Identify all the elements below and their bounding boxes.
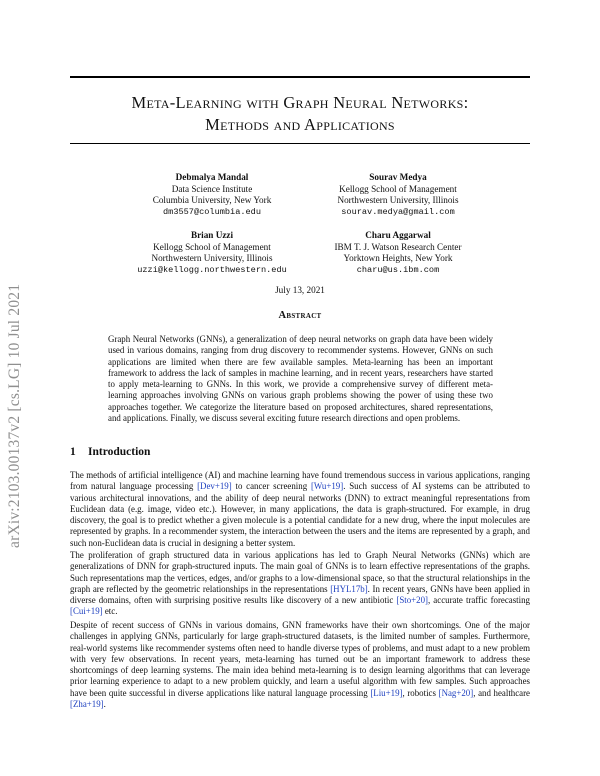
arxiv-identifier: arXiv:2103.00137v2 [cs.LG] 10 Jul 2021 bbox=[6, 283, 23, 548]
author-name: Charu Aggarwal bbox=[365, 230, 431, 240]
citation-link[interactable]: [Wu+19] bbox=[310, 481, 344, 492]
publication-date: July 13, 2021 bbox=[275, 285, 325, 295]
intro-paragraph-2 bbox=[70, 550, 530, 618]
citation-link[interactable]: [Cui+19] bbox=[70, 606, 103, 617]
abstract-text: Graph Neural Networks (GNNs), a generalization of deep neural networks on graph data have been widely used in various domains, ranging from drug discovery to recommender systems. However, GNNs on such applications are limited when there are few available samples. Meta-learning has been an important framework to address the lack of samples in machine learning, and in recent years, researchers have started to apply meta-learning to GNNs. In this work, we provide a comprehensive survey of different meta-learning approaches involving GNNs on various graph problems showing the power of using these two approaches together. We categorize the literature based on proposed architectures, shared representations, and applications. Finally, we discuss several exciting future research directions and open problems. bbox=[108, 334, 493, 424]
intro-paragraph-1 bbox=[70, 470, 530, 549]
author-affiliation: Data Science Institute bbox=[171, 183, 253, 194]
citation-link[interactable]: [HYL17b] bbox=[330, 583, 368, 594]
paragraph-text: . Such success of AI systems can be attributed to various architectural innovations, and the ability of deep neural networks (DNN) to extract meaningful representations from Euclidean data (e.g. image, video etc.). However, in many applications, the data is graph-structured. For example, in drug discovery, the goal is to predict whether a given molecule is a potential candidate for a new drug, where the input molecules are represented by graphs. In a recommender system, the interaction between the users and the items are represented by a graph, and such non-Euclidean data is crucial in designing a better system. bbox=[70, 481, 530, 548]
author-affiliation: IBM T. J. Watson Research Center bbox=[334, 241, 462, 252]
author-affiliation: Northwestern University, Illinois bbox=[151, 253, 273, 263]
paragraph-text: The methods of artificial intelligence (AI) and machine learning have found tremendous success in various applications, ranging from natural language processing bbox=[70, 470, 530, 492]
paragraph-text: to cancer screening bbox=[231, 481, 311, 492]
citation-link[interactable]: [Dev+19] bbox=[197, 481, 232, 492]
author-affiliation: Columbia University, New York bbox=[152, 195, 272, 205]
author-block-aggarwal bbox=[298, 230, 498, 276]
section-title: Introduction bbox=[88, 446, 151, 458]
title-rule-bottom bbox=[70, 143, 530, 144]
author-affiliation: Yorktown Heights, New York bbox=[343, 253, 453, 263]
citation-link[interactable]: [Sto+20] bbox=[396, 595, 428, 606]
author-block-medya bbox=[298, 172, 498, 218]
author-name: Debmalya Mandal bbox=[175, 172, 249, 182]
citation-link[interactable]: [Nag+20] bbox=[438, 687, 474, 698]
author-affiliation: Kellogg School of Management bbox=[153, 241, 271, 252]
author-name: Brian Uzzi bbox=[190, 230, 234, 240]
citation-link[interactable]: [Zha+19] bbox=[70, 699, 104, 710]
paragraph-text: Despite of recent success of GNNs in various domains, GNN frameworks have their own shortcomings. One of the major challenges in applying GNNs, particularly for large graph-structured datasets, is the limited number of samples. Furthermore, real-world systems like recommender systems often need to handle diverse types of problems, and must adapt to a new problem with very few observations. In recent years, meta-learning has turned out be an important framework to address these shortcomings of deep learning systems. The main idea behind meta-learning is to design learning algorithms that can leverage prior learning experience to adapt to a new problem quickly, and learn a useful algorithm with few samples. Such approaches have been quite successful in diverse applications like natural language processing bbox=[70, 620, 530, 698]
author-block-mandal bbox=[112, 172, 312, 218]
paper-title bbox=[70, 92, 530, 136]
paragraph-text: . In recent years, GNNs have been applied in diverse domains, often with surprising positive results like discovery of a new antibiotic bbox=[70, 583, 530, 606]
paragraph-text: , and healthcare bbox=[473, 687, 530, 698]
paragraph-text: , accurate traffic forecasting bbox=[428, 595, 530, 606]
author-affiliation: Kellogg School of Management bbox=[339, 183, 457, 194]
author-name: Sourav Medya bbox=[369, 172, 427, 182]
paragraph-text: , robotics bbox=[402, 687, 439, 698]
author-email[interactable]: uzzi@kellogg.northwestern.edu bbox=[137, 264, 287, 275]
title-rule-top bbox=[70, 76, 530, 78]
author-block-uzzi bbox=[112, 230, 312, 276]
author-email[interactable]: dm3557@columbia.edu bbox=[163, 206, 261, 217]
author-email[interactable]: sourav.medya@gmail.com bbox=[341, 206, 455, 217]
intro-paragraph-3 bbox=[70, 620, 530, 710]
title-line-1: Meta-Learning with Graph Neural Networks: bbox=[131, 93, 469, 112]
paragraph-text: The proliferation of graph structured data in various applications has led to Graph Neural Networks (GNNs) which are generalizations of DNN for graph-structured inputs. The main goal of GNNs is to learn effective representations of the graphs. Such representations map the vertices, edges, and/or graphs to a low-dimensional space, so that the structural relationships in the graph are reflected by the geometric relationships in the representations bbox=[70, 550, 530, 594]
author-email[interactable]: charu@us.ibm.com bbox=[356, 264, 440, 275]
title-line-2: Methods and Applications bbox=[205, 115, 395, 134]
author-affiliation: Northwestern University, Illinois bbox=[337, 195, 459, 205]
section-heading-introduction bbox=[70, 446, 150, 458]
paragraph-text: etc. bbox=[102, 606, 118, 617]
section-number: 1 bbox=[70, 446, 76, 458]
citation-link[interactable]: [Liu+19] bbox=[370, 687, 403, 698]
paragraph-text: . bbox=[103, 699, 106, 710]
abstract-heading: Abstract bbox=[278, 310, 322, 321]
